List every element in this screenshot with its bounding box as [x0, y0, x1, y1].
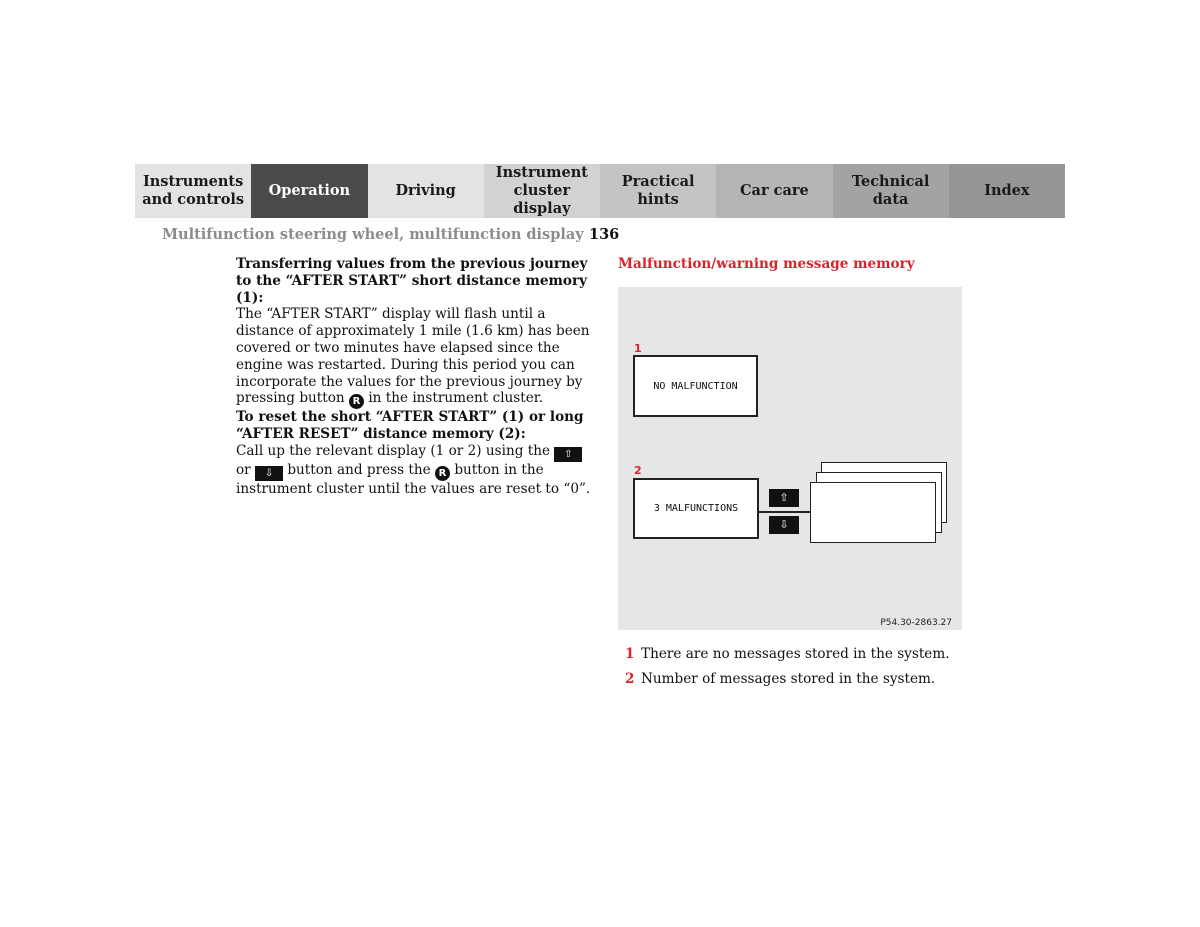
- display-malfunctions-count: 3 MALFUNCTIONS: [633, 478, 759, 539]
- paragraph-text: button in the instrument cluster until the values are reset to “0”.: [236, 461, 591, 497]
- legend-text: There are no messages stored in the system.: [641, 646, 950, 662]
- tab-practical-hints[interactable]: Practical hints: [600, 164, 716, 218]
- tab-car-care[interactable]: Car care: [716, 164, 832, 218]
- legend-number: 2: [625, 670, 635, 687]
- figure-label-1: 1: [634, 342, 642, 355]
- tab-instruments-and-controls[interactable]: Instruments and controls: [135, 164, 251, 218]
- tab-operation[interactable]: Operation: [251, 164, 367, 218]
- up-arrow-icon: ⇧: [769, 489, 799, 507]
- figure-code: P54.30-2863.27: [880, 618, 952, 628]
- paragraph-text: button and press the: [287, 461, 431, 478]
- message-page-stack-front: [810, 482, 936, 543]
- heading-reset-memory: To reset the short “AFTER START” (1) or long “AFTER RESET” distance memory (2):: [236, 409, 584, 443]
- down-arrow-icon: ⇩: [769, 516, 799, 534]
- paragraph-after-start: [236, 306, 591, 409]
- tab-driving[interactable]: Driving: [368, 164, 484, 218]
- down-arrow-button-icon: ⇩: [255, 466, 283, 481]
- malfunction-memory-title: Malfunction/warning message memory: [618, 256, 915, 272]
- page-number: 136: [589, 226, 620, 243]
- reset-button-icon: R: [435, 466, 450, 481]
- tab-instrument-cluster-display[interactable]: Instrument cluster display: [484, 164, 600, 218]
- legend-number: 1: [625, 646, 635, 662]
- paragraph-text: or: [236, 461, 251, 478]
- figure-label-2: 2: [634, 464, 642, 477]
- heading-transfer-values: Transferring values from the previous journey to the “AFTER START” short distance memory (1):: [236, 256, 588, 306]
- legend-item: [625, 646, 950, 663]
- display-no-malfunction: NO MALFUNCTION: [633, 355, 758, 417]
- paragraph-text: in the instrument cluster.: [368, 390, 544, 407]
- tab-technical-data[interactable]: Technical data: [833, 164, 949, 218]
- paragraph-text: The “AFTER START” display will flash until a distance of approximately 1 mile (1.6 km) has been covered or two minutes have elapsed since the engine was restarted. During this period you can incorporate the values for the previous journey by pressing button: [236, 306, 590, 407]
- tab-index[interactable]: Index: [949, 164, 1065, 218]
- left-column: [236, 256, 591, 498]
- up-arrow-button-icon: ⇧: [554, 447, 582, 462]
- connector-line: [759, 511, 811, 513]
- figure-legend: [625, 646, 950, 696]
- paragraph-reset: [236, 443, 591, 498]
- legend-item: [625, 671, 950, 688]
- reset-button-icon: R: [349, 394, 364, 409]
- malfunction-display-figure: [618, 287, 962, 630]
- legend-text: Number of messages stored in the system.: [641, 670, 936, 687]
- chapter-tab-bar: [135, 164, 1065, 218]
- paragraph-text: Call up the relevant display (1 or 2) using the: [236, 442, 550, 459]
- section-title: Multifunction steering wheel, multifunction display: [162, 226, 584, 243]
